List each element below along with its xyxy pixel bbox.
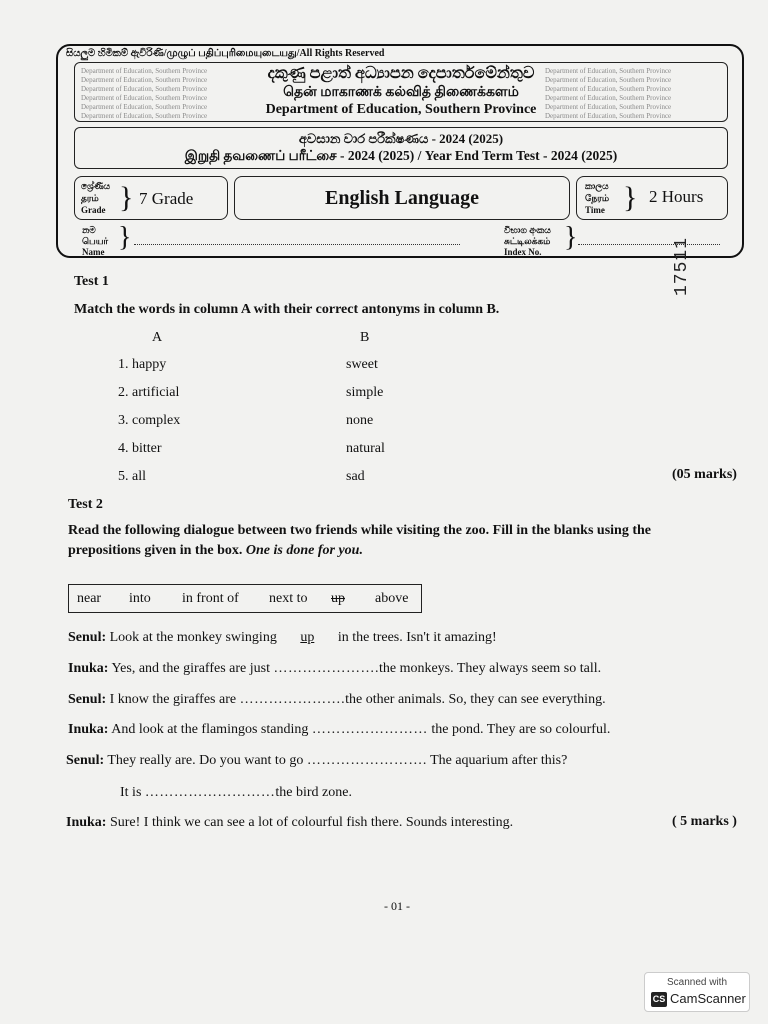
watermark-text: Department of Education, Southern Province	[81, 85, 208, 93]
brace-glyph: }	[564, 222, 578, 253]
name-label-sinhala: නම	[82, 225, 96, 235]
watermark-text: Department of Education, Southern Province	[545, 94, 672, 102]
speaker: Inuka:	[68, 722, 109, 737]
column-b-header: B	[360, 330, 370, 345]
grade-box	[74, 176, 228, 220]
grade-label-tamil: தரம்	[81, 193, 99, 203]
grade-value: 7 Grade	[139, 189, 194, 208]
speaker: Senul:	[66, 753, 105, 768]
dialogue-line	[66, 753, 567, 769]
serial-number: 17511	[672, 236, 692, 296]
speaker: Senul:	[68, 692, 107, 707]
word-b: sad	[346, 469, 365, 484]
word-b: none	[346, 413, 374, 428]
index-label-english: Index No.	[504, 247, 542, 257]
watermark-text: Department of Education, Southern Province	[545, 103, 672, 111]
exam-title-box	[74, 127, 728, 169]
line-text: It is	[120, 785, 142, 800]
column-a-header: A	[152, 330, 163, 345]
dept-name-english: Department of Education, Southern Province	[265, 102, 537, 117]
watermark-text: Department of Education, Southern Province	[545, 85, 672, 93]
subject-box	[234, 176, 570, 220]
watermark-text: Department of Education, Southern Province	[545, 67, 672, 75]
line-text: Yes, and the giraffes are just	[111, 661, 270, 676]
answer-blank[interactable]: ………………….	[239, 692, 346, 707]
answer-blank[interactable]: ……………………	[311, 722, 428, 737]
exam-title-tamil-english: இறுதி தவணைப் பரீட்சை - 2024 (2025) / Year End Term Test - 2024 (2025)	[184, 148, 618, 163]
camscanner-logo-icon: CS	[651, 992, 667, 1007]
line-text: the other animals. So, they can see everything.	[345, 692, 606, 707]
time-box	[576, 176, 728, 220]
dept-name-tamil: தென் மாகாணக் கல்வித் திணைக்களம்	[283, 85, 519, 100]
watermark-text: Department of Education, Southern Province	[81, 76, 208, 84]
word-b: simple	[346, 385, 384, 400]
grade-label-english: Grade	[81, 205, 106, 215]
speaker: Inuka:	[68, 661, 109, 676]
word-b: natural	[346, 441, 385, 456]
test1-marks: (05 marks)	[672, 467, 737, 482]
test1-title: Test 1	[74, 274, 109, 289]
word-a: 3. complex	[118, 413, 181, 428]
dialogue-line	[66, 815, 513, 831]
word-a: 5. all	[118, 469, 146, 484]
index-label-sinhala: විභාග අංකය	[504, 225, 551, 235]
dialogue-line	[68, 630, 497, 646]
dept-name-sinhala: දකුණු පළාත් අධ්‍යාපන දෙපාර්තමේන්තුව	[267, 65, 535, 82]
preposition-word: next to	[269, 591, 308, 606]
preposition-word: into	[129, 591, 151, 606]
time-label-english: Time	[585, 205, 605, 215]
watermark-text: Department of Education, Southern Province	[545, 76, 672, 84]
test2-instruction-line2	[68, 543, 363, 559]
line-text: the bird zone.	[275, 785, 352, 800]
answer-blank[interactable]: …………………….	[306, 753, 427, 768]
grade-label-sinhala: ශ්‍රේණිය	[81, 181, 111, 191]
test2-instruction-line1: Read the following dialogue between two friends while visiting the zoo. Fill in the blanks using the	[68, 523, 651, 538]
instruction-plain: prepositions given in the box.	[68, 543, 243, 558]
dialogue-line	[120, 785, 352, 801]
exam-title-sinhala: අවසාන වාර පරීක්ෂණය - 2024 (2025)	[298, 131, 504, 146]
watermark-text: Department of Education, Southern Province	[81, 103, 208, 111]
camscanner-badge	[644, 972, 750, 1012]
line-text: Look at the monkey swinging	[109, 630, 277, 645]
preposition-word: above	[375, 591, 409, 606]
test2-title: Test 2	[68, 497, 103, 512]
time-value: 2 Hours	[649, 187, 704, 206]
word-b: sweet	[346, 357, 378, 372]
department-box	[74, 62, 728, 122]
prepositions-box	[68, 584, 422, 613]
preposition-word: in front of	[182, 591, 239, 606]
name-field[interactable]	[134, 244, 460, 245]
camscanner-brand: CamScanner	[670, 991, 746, 1006]
time-label-sinhala: කාලය	[585, 181, 609, 191]
index-label-tamil: சுட்டிலக்கம்	[504, 236, 551, 246]
line-text: The aquarium after this?	[430, 753, 568, 768]
line-text: the monkeys. They always seem so tall.	[378, 661, 602, 676]
preposition-word-used: up	[331, 591, 345, 606]
watermark-text: Department of Education, Southern Province	[545, 112, 672, 120]
word-a: 4. bitter	[118, 441, 162, 456]
brace-glyph: }	[119, 181, 134, 214]
dialogue-line	[68, 722, 610, 738]
brace-glyph: }	[623, 181, 638, 214]
line-text: I know the giraffes are	[109, 692, 237, 707]
line-text: Sure! I think we can see a lot of colourful fish there. Sounds interesting.	[109, 815, 514, 830]
rights-notice: සියලුම හිමිකම් ඇවිරිණි/முழுப் பதிப்புரிமையுடையது/All Rights Reserved	[66, 48, 385, 59]
watermark-text: Department of Education, Southern Province	[81, 112, 208, 120]
test1-instruction: Match the words in column A with their correct antonyms in column B.	[74, 302, 500, 317]
dialogue-line	[68, 692, 606, 708]
page-number: - 01 -	[384, 899, 410, 913]
dialogue-line	[68, 661, 601, 677]
line-text: in the trees. Isn't it amazing!	[337, 630, 497, 645]
scanned-with-text: Scanned with	[666, 977, 728, 988]
watermark-text: Department of Education, Southern Province	[81, 67, 208, 75]
time-label-tamil: நேரம்	[585, 193, 610, 203]
answer-blank[interactable]: ………………………	[144, 785, 276, 800]
answer-example: up	[300, 630, 315, 645]
name-label-tamil: பெயர்	[82, 236, 109, 246]
speaker: Inuka:	[66, 815, 107, 830]
word-a: 1. happy	[118, 357, 167, 372]
line-text: They really are. Do you want to go	[107, 753, 304, 768]
word-a: 2. artificial	[118, 385, 180, 400]
brace-glyph: }	[118, 222, 132, 253]
test2-marks: ( 5 marks )	[672, 814, 737, 829]
line-text: And look at the flamingos standing	[111, 722, 309, 737]
subject-title: English Language	[325, 187, 479, 209]
answer-blank[interactable]: ………………….	[273, 661, 379, 676]
watermark-text: Department of Education, Southern Province	[81, 94, 208, 102]
preposition-word: near	[77, 591, 102, 606]
speaker: Senul:	[68, 630, 107, 645]
name-label-english: Name	[82, 247, 105, 257]
instruction-italic: One is done for you.	[245, 543, 363, 558]
line-text: the pond. They are so colourful.	[431, 722, 611, 737]
index-field[interactable]	[578, 244, 720, 245]
